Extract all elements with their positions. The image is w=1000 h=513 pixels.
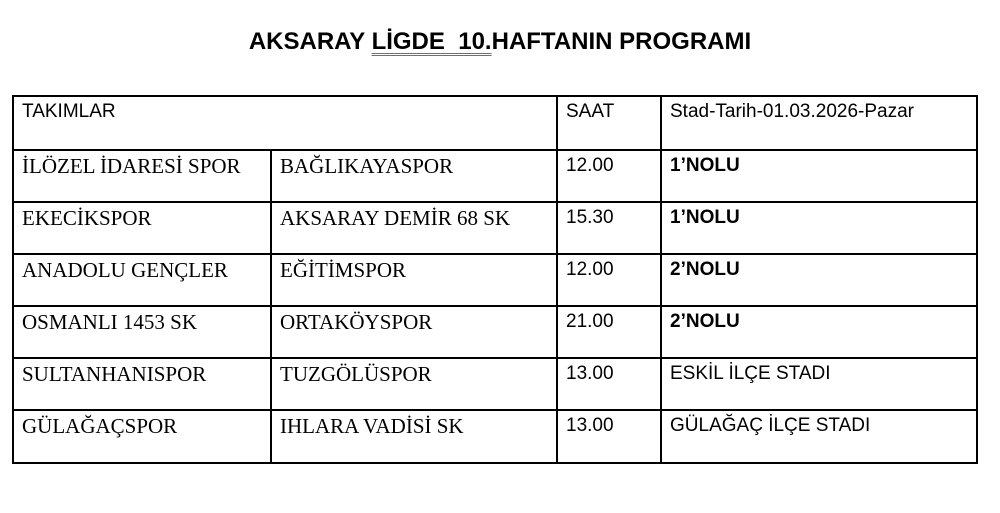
- home-team: SULTANHANISPOR: [22, 362, 207, 386]
- match-time: 13.00: [566, 415, 614, 436]
- header-venue: Stad-Tarih-01.03.2026-Pazar: [670, 101, 914, 122]
- away-team: ORTAKÖYSPOR: [280, 310, 433, 334]
- title-underlined-part: LİGDE 10.: [371, 28, 492, 55]
- time-cell: [557, 254, 661, 306]
- home-team: EKECİKSPOR: [22, 206, 152, 230]
- home-team-cell: [13, 358, 271, 410]
- header-venue-cell: [661, 96, 977, 150]
- away-team-cell: [271, 150, 557, 202]
- away-team: TUZGÖLÜSPOR: [280, 362, 432, 386]
- time-cell: [557, 150, 661, 202]
- header-teams-cell: [13, 96, 557, 150]
- away-team-cell: [271, 358, 557, 410]
- match-time: 13.00: [566, 363, 614, 384]
- table-row: [13, 202, 977, 254]
- page-title: [0, 28, 1000, 56]
- match-venue: 2’NOLU: [670, 259, 740, 280]
- match-time: 12.00: [566, 259, 614, 280]
- away-team-cell: [271, 306, 557, 358]
- away-team-cell: [271, 254, 557, 306]
- match-time: 21.00: [566, 311, 614, 332]
- header-time-cell: [557, 96, 661, 150]
- match-schedule-table: [12, 95, 978, 464]
- header-time: SAAT: [566, 101, 615, 122]
- table-row: [13, 358, 977, 410]
- match-time: 15.30: [566, 207, 614, 228]
- home-team: İLÖZEL İDARESİ SPOR: [22, 154, 241, 178]
- venue-cell: [661, 150, 977, 202]
- away-team: EĞİTİMSPOR: [280, 258, 407, 282]
- away-team-cell: [271, 202, 557, 254]
- table-row: [13, 306, 977, 358]
- home-team-cell: [13, 202, 271, 254]
- venue-cell: [661, 254, 977, 306]
- home-team: ANADOLU GENÇLER: [22, 258, 228, 282]
- header-teams: TAKIMLAR: [22, 101, 116, 122]
- time-cell: [557, 202, 661, 254]
- home-team: OSMANLI 1453 SK: [22, 310, 198, 334]
- title-part-1: AKSARAY: [248, 28, 372, 55]
- match-venue: ESKİL İLÇE STADI: [670, 363, 831, 384]
- away-team: AKSARAY DEMİR 68 SK: [280, 206, 511, 230]
- match-time: 12.00: [566, 155, 614, 176]
- home-team-cell: [13, 306, 271, 358]
- venue-cell: [661, 410, 977, 463]
- away-team: BAĞLIKAYASPOR: [280, 154, 454, 178]
- home-team-cell: [13, 254, 271, 306]
- venue-cell: [661, 358, 977, 410]
- time-cell: [557, 306, 661, 358]
- venue-cell: [661, 202, 977, 254]
- table-header-row: [13, 96, 977, 150]
- home-team-cell: [13, 150, 271, 202]
- away-team: IHLARA VADİSİ SK: [280, 414, 464, 438]
- time-cell: [557, 410, 661, 463]
- table-row: [13, 410, 977, 463]
- title-part-2: HAFTANIN PROGRAMI: [491, 28, 752, 55]
- match-venue: 1’NOLU: [670, 207, 740, 228]
- venue-cell: [661, 306, 977, 358]
- table-row: [13, 150, 977, 202]
- away-team-cell: [271, 410, 557, 463]
- match-venue: 2’NOLU: [670, 311, 740, 332]
- match-venue: 1’NOLU: [670, 155, 740, 176]
- home-team: GÜLAĞAÇSPOR: [22, 414, 178, 438]
- home-team-cell: [13, 410, 271, 463]
- match-venue: GÜLAĞAÇ İLÇE STADI: [670, 415, 871, 436]
- time-cell: [557, 358, 661, 410]
- table-row: [13, 254, 977, 306]
